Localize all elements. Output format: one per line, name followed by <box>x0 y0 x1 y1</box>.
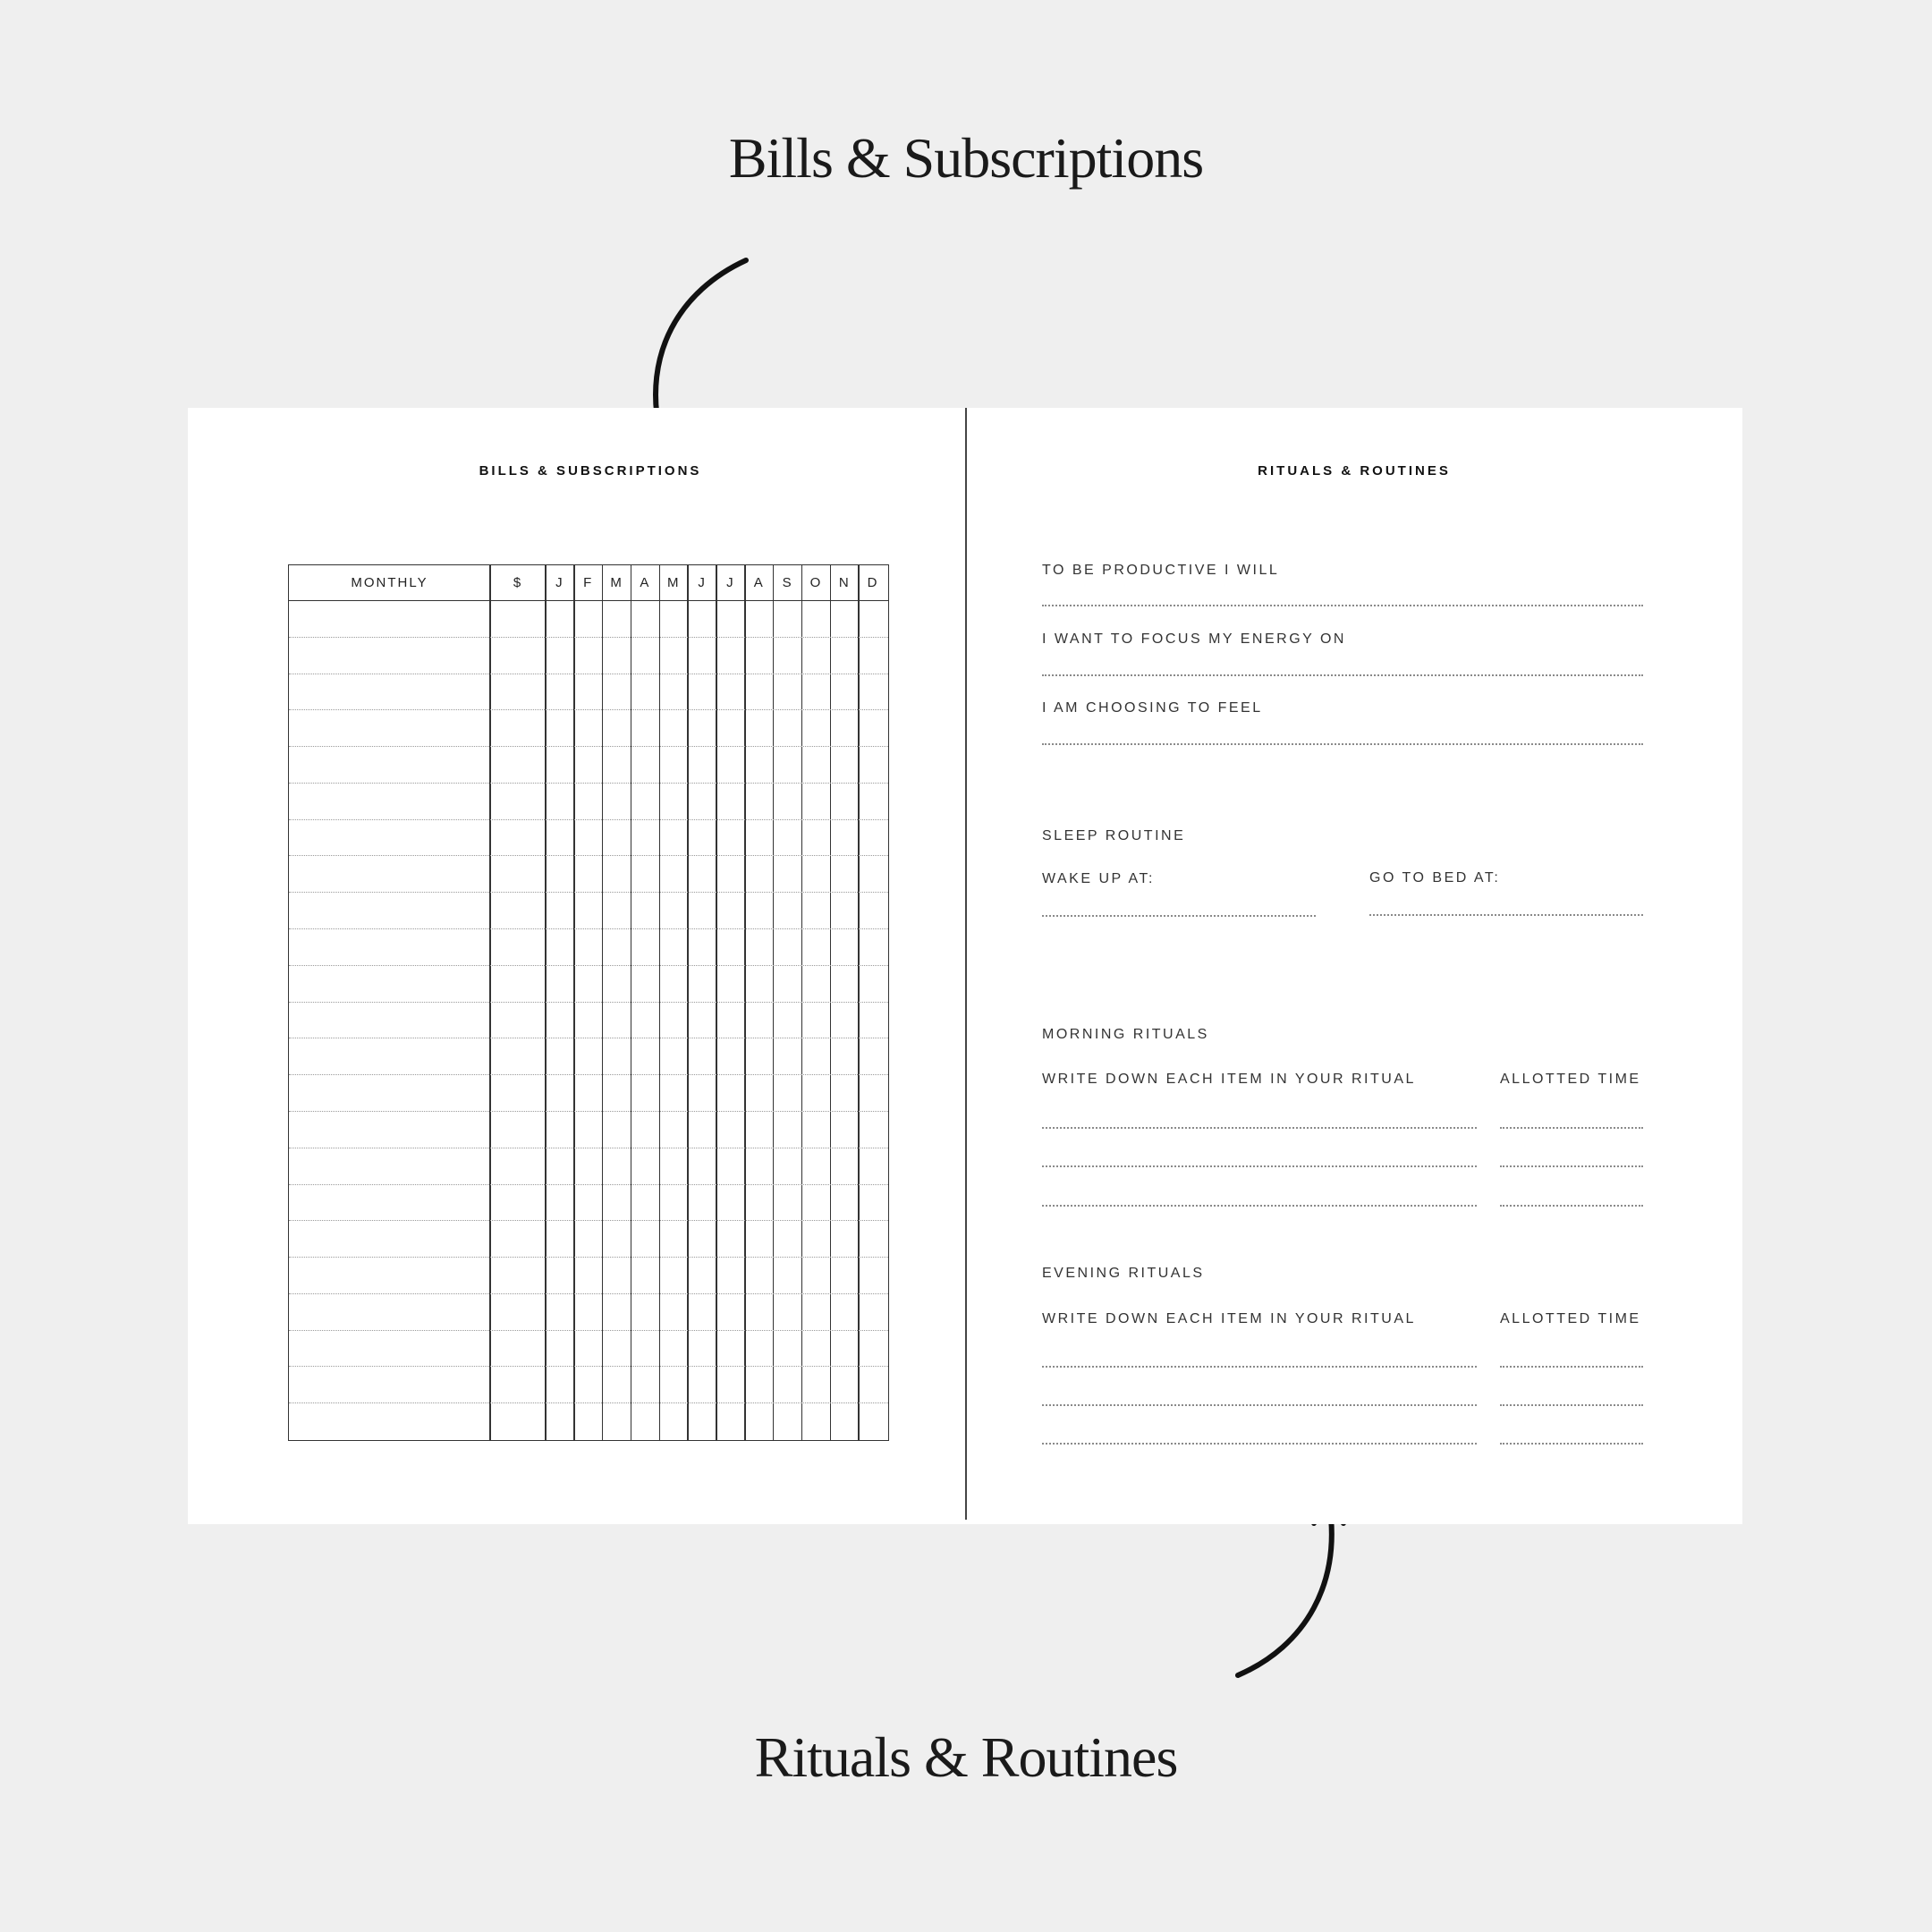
table-row[interactable] <box>289 1002 888 1003</box>
column-divider <box>489 565 491 1440</box>
bills-table-header <box>289 565 888 601</box>
table-row[interactable] <box>289 637 888 638</box>
table-row[interactable] <box>289 746 888 747</box>
table-row[interactable] <box>289 1220 888 1221</box>
column-header-month: N <box>838 575 851 590</box>
bills-table <box>288 564 889 1441</box>
column-divider <box>687 565 689 1440</box>
column-header-month: S <box>782 575 793 590</box>
column-divider <box>773 565 775 1440</box>
morning-time-line[interactable] <box>1500 1127 1643 1129</box>
table-row[interactable] <box>289 965 888 966</box>
evening-time-line[interactable] <box>1500 1366 1643 1368</box>
morning-item-line[interactable] <box>1042 1165 1477 1167</box>
table-row[interactable] <box>289 1330 888 1331</box>
headline-rituals-routines: Rituals & Routines <box>754 1725 1178 1789</box>
column-header-amount: $ <box>513 575 523 590</box>
table-row[interactable] <box>289 1293 888 1294</box>
table-row[interactable] <box>289 1402 888 1403</box>
table-row[interactable] <box>289 892 888 893</box>
headline-bills-subscriptions: Bills & Subscriptions <box>728 126 1204 190</box>
go-to-bed-line[interactable] <box>1369 914 1643 916</box>
write-line[interactable] <box>1042 743 1643 745</box>
sleep-routine-heading: SLEEP ROUTINE <box>1042 828 1186 843</box>
evening-item-line[interactable] <box>1042 1443 1477 1445</box>
column-header-month: J <box>698 575 707 590</box>
column-divider <box>716 565 717 1440</box>
wake-up-line[interactable] <box>1042 915 1316 917</box>
column-header-month: M <box>610 575 623 590</box>
morning-time-line[interactable] <box>1500 1205 1643 1207</box>
table-row[interactable] <box>289 1184 888 1185</box>
evening-time-line[interactable] <box>1500 1404 1643 1406</box>
table-row[interactable] <box>289 783 888 784</box>
column-header-month: J <box>555 575 564 590</box>
column-divider <box>602 565 604 1440</box>
column-header-month: O <box>809 575 823 590</box>
morning-rituals-heading: MORNING RITUALS <box>1042 1027 1209 1042</box>
column-header-month: A <box>640 575 651 590</box>
go-to-bed-label: GO TO BED AT: <box>1369 870 1501 886</box>
evening-time-label: ALLOTTED TIME <box>1500 1311 1641 1326</box>
column-divider <box>573 565 575 1440</box>
column-header-month: D <box>867 575 879 590</box>
column-header-month: M <box>666 575 681 590</box>
column-divider <box>659 565 661 1440</box>
column-divider <box>631 565 632 1440</box>
column-divider <box>545 565 547 1440</box>
column-divider <box>744 565 746 1440</box>
column-divider <box>830 565 832 1440</box>
column-divider <box>801 565 803 1440</box>
evening-item-line[interactable] <box>1042 1366 1477 1368</box>
morning-time-line[interactable] <box>1500 1165 1643 1167</box>
table-row[interactable] <box>289 819 888 820</box>
column-header-month: F <box>583 575 594 590</box>
page-title-bills: BILLS & SUBSCRIPTIONS <box>479 463 702 479</box>
column-divider <box>858 565 860 1440</box>
column-header-month: A <box>753 575 765 590</box>
table-row[interactable] <box>289 1257 888 1258</box>
column-header-monthly: MONTHLY <box>351 575 428 590</box>
intention-label-productive: TO BE PRODUCTIVE I WILL <box>1042 563 1280 578</box>
column-header-month: J <box>726 575 735 590</box>
write-line[interactable] <box>1042 674 1643 676</box>
table-row[interactable] <box>289 1074 888 1075</box>
morning-time-label: ALLOTTED TIME <box>1500 1072 1641 1087</box>
table-row[interactable] <box>289 1366 888 1367</box>
evening-time-line[interactable] <box>1500 1443 1643 1445</box>
table-row[interactable] <box>289 1111 888 1112</box>
table-row[interactable] <box>289 709 888 710</box>
evening-item-line[interactable] <box>1042 1404 1477 1406</box>
morning-item-line[interactable] <box>1042 1205 1477 1207</box>
evening-rituals-heading: EVENING RITUALS <box>1042 1266 1205 1281</box>
intention-label-focus: I WANT TO FOCUS MY ENERGY ON <box>1042 631 1346 647</box>
write-line[interactable] <box>1042 605 1643 606</box>
planner-spread <box>188 408 1742 1524</box>
table-row[interactable] <box>289 928 888 929</box>
morning-item-line[interactable] <box>1042 1127 1477 1129</box>
page-title-rituals: RITUALS & ROUTINES <box>1258 463 1451 479</box>
page-spine <box>965 408 967 1520</box>
intention-label-feel: I AM CHOOSING TO FEEL <box>1042 700 1263 716</box>
table-row[interactable] <box>289 855 888 856</box>
wake-up-label: WAKE UP AT: <box>1042 871 1155 886</box>
morning-item-label: WRITE DOWN EACH ITEM IN YOUR RITUAL <box>1042 1072 1416 1087</box>
evening-item-label: WRITE DOWN EACH ITEM IN YOUR RITUAL <box>1042 1311 1416 1326</box>
